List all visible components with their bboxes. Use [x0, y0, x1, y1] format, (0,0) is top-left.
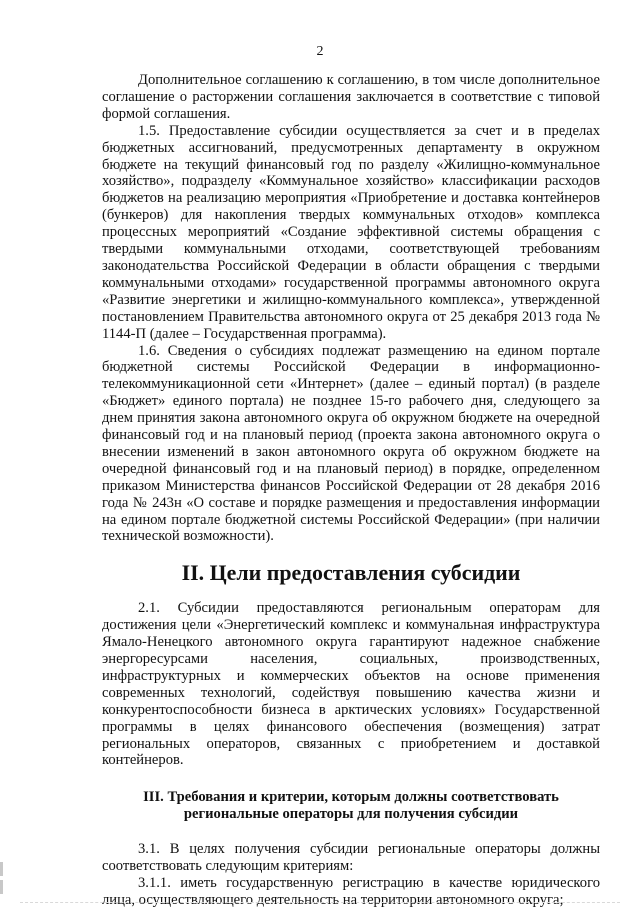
scan-edge-mark: [0, 880, 3, 894]
section-3-heading: [102, 789, 600, 823]
paragraph-2-1: 2.1. Субсидии предоставляются региональным операторам для достижения цели «Энергетический комплекс и коммунальная инфраструктура Ямало-Ненецкого автономного округа гарантируют надежное снабжение энергоресурсами населения, социальных, производственных, инфраструктурных и коммерческих объектов на основе применения современных технологий, содействуя повышению качества жизни и конкурентоспособности бизнеса в арктических условиях» Государственной программы в целях финансового обеспечения (возмещения) затрат региональных операторов, связанных с приобретением и доставкой контейнеров.: [102, 600, 600, 769]
paragraph-3-1: 3.1. В целях получения субсидии региональные операторы должны соответствовать следующим критериям:: [102, 841, 600, 875]
paragraph-1-6: 1.6. Сведения о субсидиях подлежат размещению на едином портале бюджетной системы Российской Федерации в информационно-телекоммуникационной сети «Интернет» (далее – единый портал) (в разделе «Бюджет» единого портала) не позднее 15-го рабочего дня, следующего за днем принятия закона автономного округа об окружном бюджете на очередной финансовый год и на плановый период (проекта закона автономного округа о внесении изменений в закон автономного округа об окружном бюджете на очередной финансовый год и на плановый период) в порядке, определенном приказом Министерства финансов Российской Федерации от 28 декабря 2016 года № 243н «О составе и порядке размещения и предоставления информации на едином портале бюджетной системы Российской Федерации» (при наличии технической возможности).: [102, 342, 600, 545]
paragraph-1-5: 1.5. Предоставление субсидии осуществляется за счет и в пределах бюджетных ассигнований, предусмотренных департаменту в окружном бюджете на текущий финансовый год по разделу «Жилищно-коммунальное хозяйство», подразделу «Коммунальное хозяйство» классификации расходов бюджетов на реализацию мероприятия «Приобретение и доставка контейнеров (бункеров) для накопления твердых коммунальных отходов» комплекса процессных мероприятий «Создание эффективной системы обращения с твердыми коммунальными отходами, соответствующей требованиям законодательства Российской Федерации в области обращения с твердыми коммунальными отходами» государственной программы автономного округа «Развитие энергетики и жилищно-коммунального комплекса», утвержденной постановлением Правительства автономного округа от 25 декабря 2013 года № 1144-П (далее – Государственная программа).: [102, 122, 600, 342]
paragraph-agreement: Дополнительное соглашению к соглашению, в том числе дополнительное соглашение о расторжении соглашения заключается в соответствие с типовой формой соглашения.: [102, 72, 600, 122]
page-number: 2: [316, 44, 324, 59]
section-2-heading: II. Цели предоставления субсидии: [181, 560, 521, 586]
scan-edge-mark: [0, 862, 3, 876]
section-3-heading-line-1: III. Требования и критерии, которым должны соответствовать: [143, 789, 559, 806]
section-3-heading-line-2: региональные операторы для получения субсидии: [183, 806, 519, 823]
document-body: [102, 72, 600, 909]
paragraph-3-1-1: 3.1.1. иметь государственную регистрацию в качестве юридического лица, осуществляющего деятельность на территории автономного округа;: [102, 874, 600, 908]
scan-bottom-rule: [20, 902, 620, 903]
